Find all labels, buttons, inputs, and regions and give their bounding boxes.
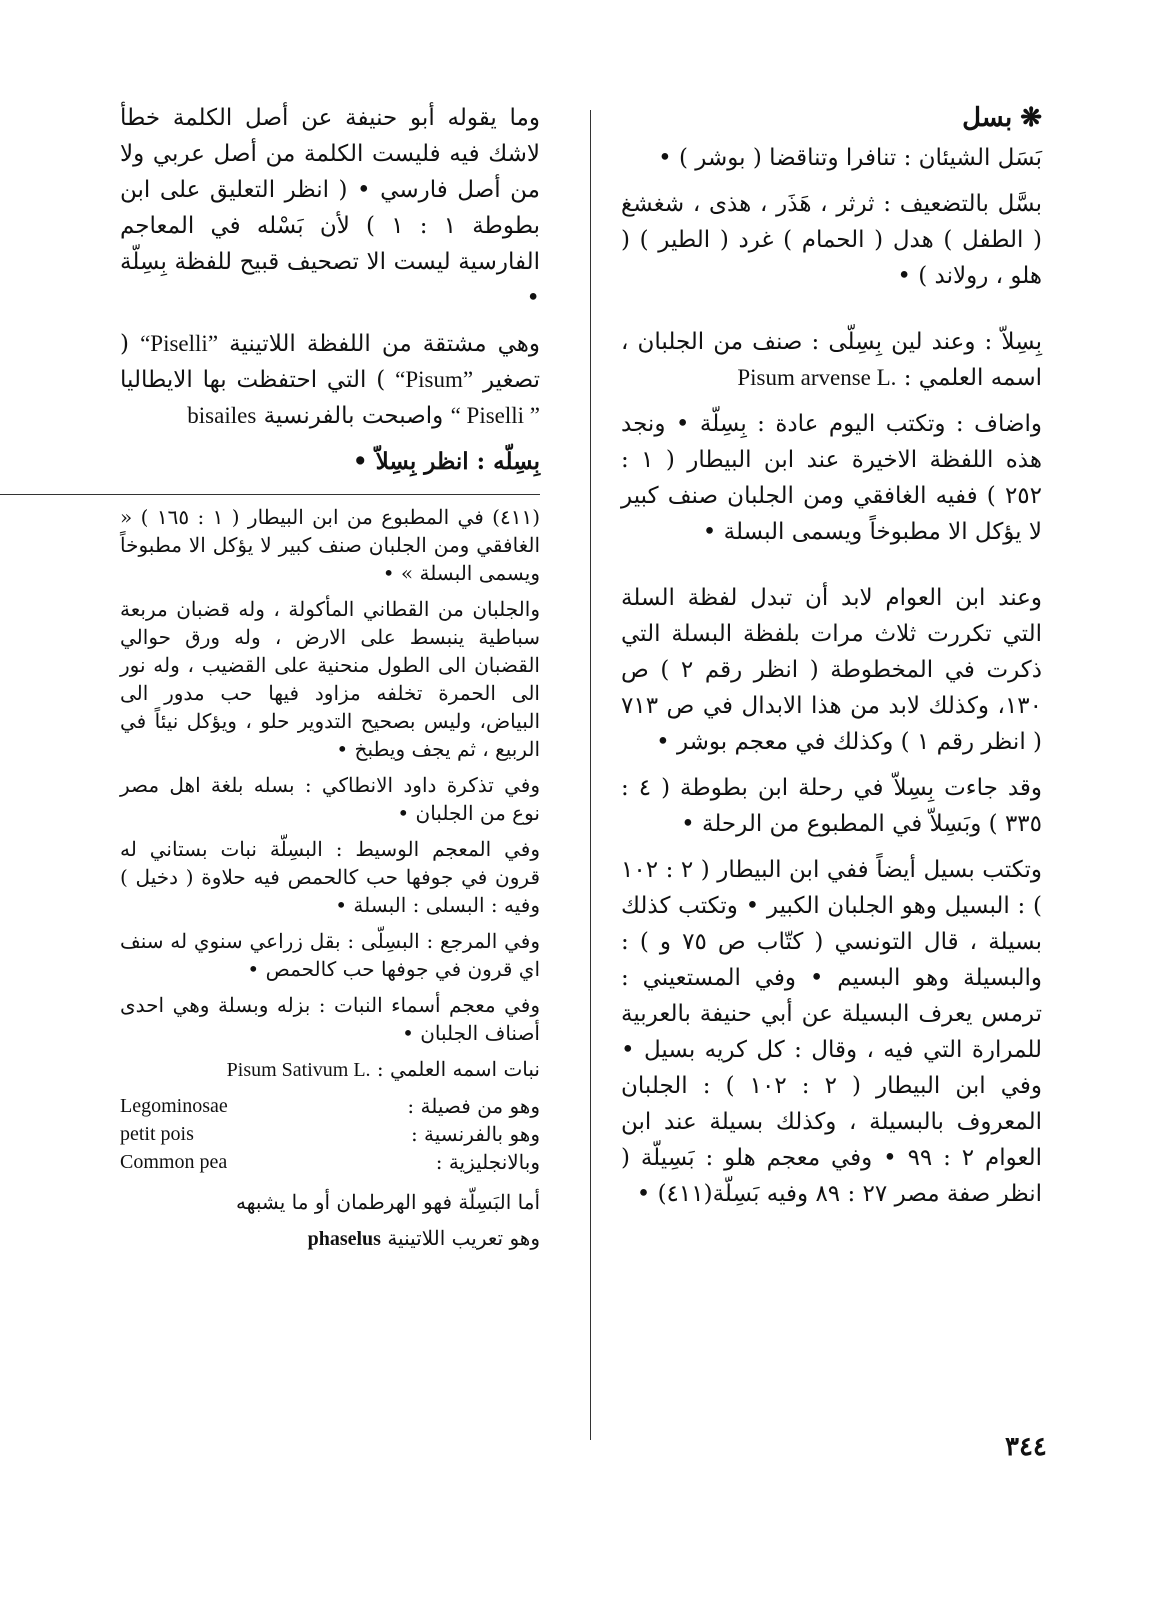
latin-term: “Piselli” — [140, 331, 219, 356]
entry-heading — [621, 100, 1042, 136]
right-column — [603, 0, 1160, 1599]
paragraph: واضاف : وتكتب اليوم عادة : بِسِلّة • ونجد هذه اللفظة الاخيرة عند ابن البيطار ( ١ : ٢٥٢ ) ففيه الغافقي ومن الجلبان صنف كبير لا يؤكل الا مطبوخاً ويسمى البسلة • — [621, 411, 1042, 545]
latin-scientific-name: Pisum Sativum L. — [226, 1059, 371, 1081]
footnote-paragraph: وفي المعجم الوسيط : البسِلّة نبات بستاني له قرون في جوفها حب كالحمص فيه حلاوة ( دخيل ) وفيه : البسلى : البسلة • — [120, 837, 540, 917]
entry-heading-text: بسل — [962, 103, 1013, 133]
footnote-paragraph: (٤١١) في المطبوع من ابن البيطار ( ١ : ١٦٥ ) « الغافقي ومن الجلبان صنف كبير لا يؤكل الا مطبوخاً ويسمى البسلة » • — [120, 505, 541, 585]
paragraph-text: وهي مشتقة من اللفظة اللاتينية — [229, 331, 541, 357]
footnote-paragraph — [120, 1055, 540, 1084]
footnote-text: نبات اسمه العلمي : — [376, 1057, 540, 1081]
latin-term: bisailes — [187, 403, 257, 428]
latin-name: Pisum arvense L. — [737, 365, 897, 390]
paragraph: وتكتب بسيل أيضاً ففي ابن البيطار ( ٢ : ١٠٢ ) : البسيل وهو الجلبان الكبير • وتكتب كذلك بسيلة ، قال التونسي ( كتّاب ص ٧٥ و ) : والبسيلة وهو البسيم • وفي المستعيني : ترمس يعرف البسيلة عن أبي حنيفة بالعربية للمرارة التي فيه ، وقال : كل كريه بسيل • وفي ابن البيطار ( ٢ : ١٠٢ ) : الجلبان المعروف بالبسيلة ، وكذلك بسيلة عند ابن العوام ٢ : ٩٩ • وفي معجم هلو : بَسِيلّة ( انظر صفة مصر ٢٧ : ٨٩ وفيه بَسِلّة(٤١١) • — [621, 857, 1043, 1207]
paragraph — [120, 326, 540, 434]
footnote — [120, 503, 540, 1253]
footnote-paragraph — [120, 1224, 540, 1253]
paragraph-text: ) التي احتفظت بها الايطاليا — [120, 367, 386, 393]
table-cell-label: وبالانجليزية : — [435, 1150, 540, 1174]
paragraph — [621, 324, 1042, 396]
table-row — [120, 1120, 540, 1148]
footnote-rule — [0, 494, 540, 495]
left-column — [0, 0, 570, 1599]
table-row — [120, 1092, 540, 1120]
paragraph-text: بِسِلاّ : وعند لين بِسِلّى : صنف من الجلبان ، اسمه العلمي : — [621, 329, 1042, 391]
paragraph: وقد جاءت بِسِلاّ في رحلة ابن بطوطة ( ٤ : ٣٣٥ ) وبَسِلاّ في المطبوع من الرحلة • — [621, 775, 1043, 837]
paragraph: وعند ابن العوام لابد أن تبدل لفظة السلة التي تكررت ثلاث مرات بلفظة البسلة التي ذكرت في المخطوطة ( انظر رقم ٢ ) ص ١٣٠، وكذلك لابد من هذا الابدال في ص ٧١٣ ( انظر رقم ١ ) وكذلك في معجم بوشر • — [621, 585, 1042, 755]
table-cell-value: Legominosae — [120, 1094, 228, 1117]
page-number-text: ٣٤٤ — [1005, 1432, 1047, 1462]
table-cell-label: وهو من فصيلة : — [407, 1094, 540, 1118]
footnote-paragraph: أما البَسِلّة فهو الهرطمان أو ما يشبهه — [235, 1190, 540, 1214]
paragraph-text: ( تصغير — [120, 331, 541, 393]
column-divider — [590, 110, 591, 1440]
latin-term: “Pisum” — [395, 367, 474, 392]
cross-reference: بِسِلّه : انظر بِسِلاّ • — [352, 448, 540, 475]
asterisk-icon: ❋ — [1020, 103, 1042, 133]
table-row — [120, 1148, 540, 1176]
footnote-text: وهو تعريب اللاتينية — [387, 1226, 540, 1250]
footnote-paragraph: وفي المرجع : البسِلّى : بقل زراعي سنوي له سنف اي قرون في جوفها حب كالحمص • — [120, 929, 540, 981]
table-cell-value: petit pois — [120, 1122, 194, 1145]
table-cell-label: وهو بالفرنسية : — [410, 1122, 540, 1146]
paragraph: وما يقوله أبو حنيفة عن أصل الكلمة خطأ لاشك فيه فليست الكلمة من أصل عربي ولا من أصل فارسي • ( انظر التعليق على ابن بطوطة ١ : ١ ) لأن بَسْله في المعاجم الفارسية ليست الا تصحيف قبيح للفظة بِسِلّة • — [120, 105, 541, 311]
latin-term: phaselus — [307, 1228, 381, 1250]
classification-table — [120, 1092, 540, 1176]
paragraph-text: واصبحت بالفرنسية — [263, 403, 444, 429]
latin-term: “ Piselli ” — [450, 403, 540, 428]
footnote-paragraph: وفي معجم أسماء النبات : بزله وبسلة وهي احدى أصناف الجلبان • — [120, 993, 540, 1045]
table-cell-value: Common pea — [120, 1150, 228, 1173]
page-number — [1005, 1432, 1047, 1462]
paragraph: بَسَل الشيئان : تنافرا وتناقضا ( بوشر ) • — [658, 145, 1042, 171]
paragraph: بسَّل بالتضعيف : ثرثر ، هَذَر ، هذى ، شغشغ ( الطفل ) هدل ( الحمام ) غرد ( الطير ) ( هلو ، رولاند ) • — [621, 191, 1042, 289]
footnote-paragraph: وفي تذكرة داود الانطاكي : بسله بلغة اهل مصر نوع من الجلبان • — [120, 773, 540, 825]
footnote-paragraph: والجلبان من القطاني المأكولة ، وله قضبان مربعة سباطية ينبسط على الارض ، وله ورق حوالي القضبان الى الطول منحنية على القضيب ، وله نور الى الحمرة تخلفه مزاود فيها حب مدور الى البياض، وليس بصحيح التدوير حلو ، ويؤكل نيئاً في الربيع ، ثم يجف ويطبخ • — [120, 597, 540, 761]
